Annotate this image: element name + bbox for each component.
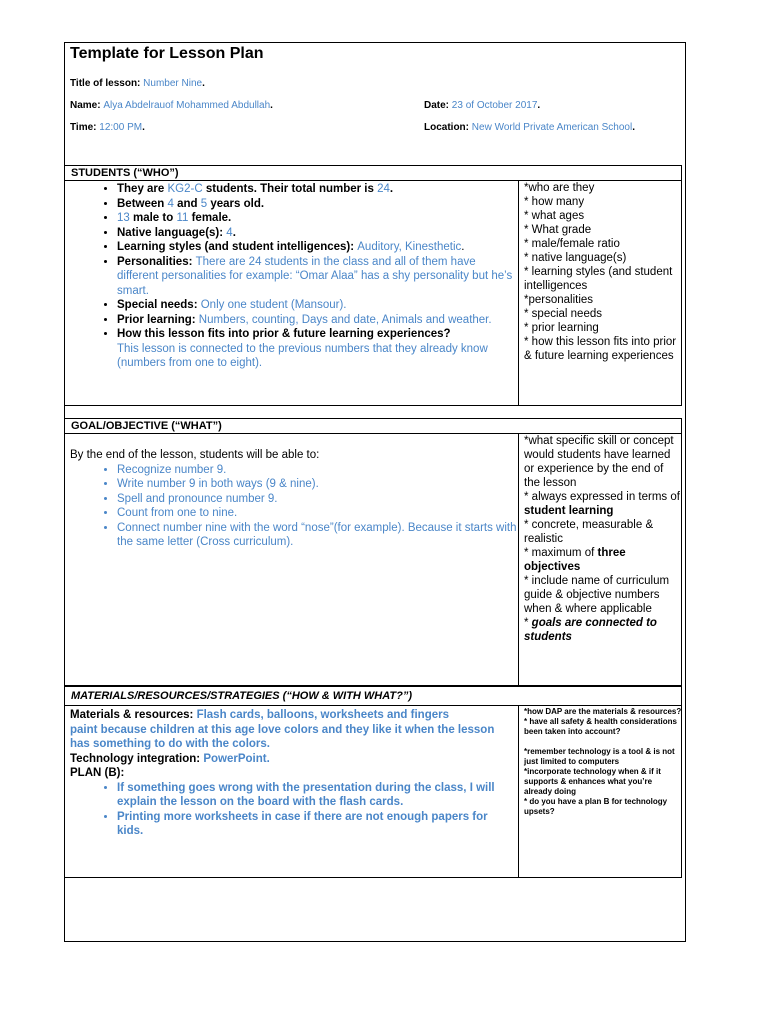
location-line bbox=[424, 122, 635, 133]
materials-section bbox=[64, 686, 682, 878]
technology-line: Technology integration: PowerPoint. bbox=[70, 752, 270, 765]
list-item: • Spell and pronounce number 9. bbox=[117, 492, 517, 507]
students-list bbox=[65, 182, 517, 371]
period: . bbox=[142, 122, 145, 133]
list-item: • Connect number nine with the word “nose”(for example). Because it starts with the same letter (Cross curriculum). bbox=[117, 521, 517, 550]
goal-section bbox=[64, 418, 682, 686]
note-line: * include name of curriculum guide & objective numbers when & where applicable bbox=[524, 575, 670, 615]
note-line: * how this lesson fits into prior & future learning experiences bbox=[524, 336, 677, 362]
lesson-title-value: Number Nine bbox=[143, 78, 203, 89]
list-item: • Personalities: There are 24 students in the class and all of them have different personalities for example: “Omar Alaa” has a shy personality but he’s smart. bbox=[117, 255, 517, 299]
note-line: * how many bbox=[524, 196, 585, 208]
list-item: • Recognize number 9. bbox=[117, 463, 517, 478]
students-notes bbox=[518, 181, 682, 405]
note-line: * what ages bbox=[524, 210, 585, 222]
plan-list bbox=[70, 781, 517, 839]
note-line: * concrete, measurable & realistic bbox=[524, 519, 654, 545]
note-line: * prior learning bbox=[524, 322, 599, 334]
lesson-title-label: Title of lesson: bbox=[70, 78, 141, 89]
plan-label: PLAN (B): bbox=[70, 767, 125, 779]
list-item: • Write number 9 in both ways (9 & nine). bbox=[117, 477, 517, 492]
students-section bbox=[64, 165, 682, 406]
list-item: • Printing more worksheets in case if there are not enough papers for kids. bbox=[117, 810, 517, 839]
name-label: Name: bbox=[70, 100, 101, 111]
time-value: 12:00 PM bbox=[99, 122, 143, 133]
note-line: * native language(s) bbox=[524, 252, 627, 264]
note-line: * goals are connected to students bbox=[524, 617, 657, 643]
list-item: • They are KG2-C students. Their total number is 24. bbox=[117, 182, 517, 197]
time-line bbox=[70, 122, 145, 133]
note-line: *how DAP are the materials & resources? bbox=[524, 707, 682, 716]
name-line bbox=[70, 100, 273, 111]
location-value: New World Private American School bbox=[471, 122, 633, 133]
list-item: • Learning styles (and student intelligences): Auditory, Kinesthetic. bbox=[117, 240, 517, 255]
list-item: • Count from one to nine. bbox=[117, 506, 517, 521]
list-item: • If something goes wrong with the presentation during the class, I will explain the lesson on the board with the flash cards. bbox=[117, 781, 517, 810]
students-heading: STUDENTS (“WHO”) bbox=[65, 166, 681, 181]
goal-list bbox=[70, 463, 517, 550]
list-item: • Native language(s): 4. bbox=[117, 226, 517, 241]
list-item: • How this lesson fits into prior & future learning experiences? This lesson is connected to the previous numbers that they already know (numbers from one to eight). bbox=[117, 327, 517, 371]
goal-notes bbox=[518, 434, 682, 686]
note-line: * have all safety & health considerations been taken into account? bbox=[524, 717, 677, 736]
list-item: • Between 4 and 5 years old. bbox=[117, 197, 517, 212]
period: . bbox=[202, 78, 205, 89]
period: . bbox=[632, 122, 635, 133]
lesson-title-line bbox=[70, 78, 205, 89]
list-item: • Prior learning: Numbers, counting, Days and date, Animals and weather. bbox=[117, 313, 517, 328]
note-line: * do you have a plan B for technology upsets? bbox=[524, 797, 668, 816]
goal-content bbox=[65, 448, 517, 550]
period: . bbox=[270, 100, 273, 111]
note-line: *remember technology is a tool & is not just limited to computers bbox=[524, 747, 675, 766]
note-line: * special needs bbox=[524, 308, 602, 320]
period: . bbox=[537, 100, 541, 111]
materials-continued: paint because children at this age love colors and they like it when the lesson has something to do with the colors. bbox=[70, 723, 495, 750]
note-line: * What grade bbox=[524, 224, 592, 236]
location-label: Location: bbox=[424, 122, 469, 133]
materials-notes bbox=[518, 706, 682, 877]
date-label: Date: bbox=[424, 100, 450, 111]
note-line: *what specific skill or concept would students have learned or experience by the end of the lesson bbox=[524, 435, 674, 489]
materials-content bbox=[65, 708, 517, 839]
note-line: * maximum of three objectives bbox=[524, 547, 626, 573]
list-item: • 13 male to 11 female. bbox=[117, 211, 517, 226]
note-line: *incorporate technology when & if it supports & enhances what you’re already doing bbox=[524, 767, 661, 796]
time-label: Time: bbox=[70, 122, 97, 133]
date-value: 23 of October 2017 bbox=[451, 100, 538, 111]
list-item: • Special needs: Only one student (Mansour). bbox=[117, 298, 517, 313]
name-value: Alya Abdelrauof Mohammed Abdullah bbox=[103, 100, 271, 111]
goal-intro: By the end of the lesson, students will be able to: bbox=[70, 449, 320, 461]
note-line: *who are they bbox=[524, 182, 595, 194]
note-line: * always expressed in terms of student learning bbox=[524, 491, 680, 517]
materials-heading: MATERIALS/RESOURCES/STRATEGIES (“HOW & WITH WHAT?”) bbox=[65, 687, 681, 706]
note-line: *personalities bbox=[524, 294, 594, 306]
page-title: Template for Lesson Plan bbox=[70, 45, 264, 62]
note-line: * learning styles (and student intelligences bbox=[524, 266, 673, 292]
materials-line: Materials & resources: Flash cards, balloons, worksheets and fingers bbox=[70, 709, 449, 721]
goal-heading: GOAL/OBJECTIVE (“WHAT”) bbox=[65, 419, 681, 434]
note-line: * male/female ratio bbox=[524, 238, 620, 250]
date-line bbox=[424, 100, 540, 111]
students-content bbox=[65, 182, 517, 371]
